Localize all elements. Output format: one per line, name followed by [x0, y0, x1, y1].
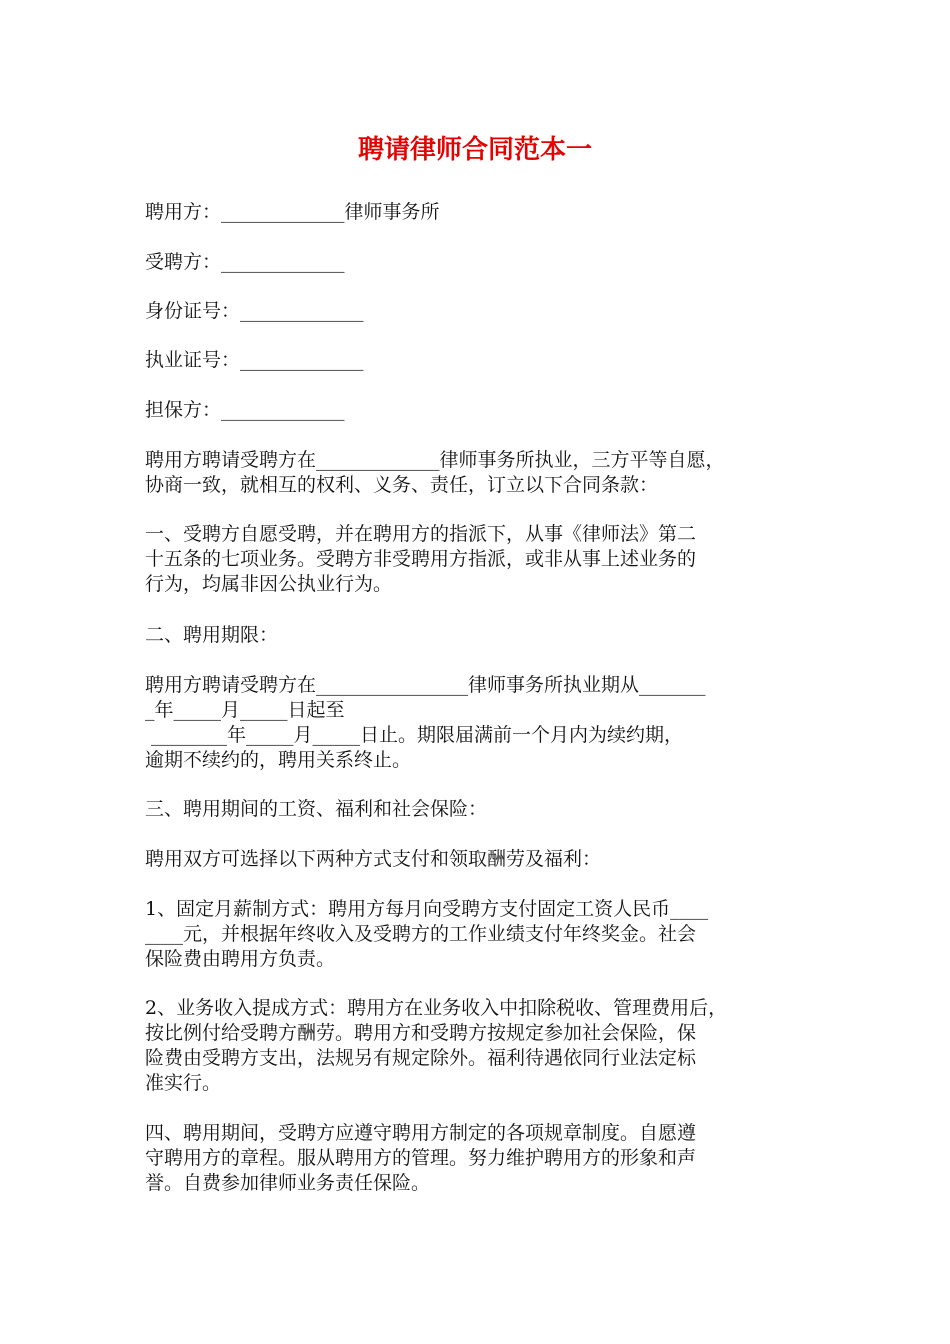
id-number-field: 身份证号：_____________: [145, 300, 364, 322]
clause-one-paragraph: 一、受聘方自愿受聘，并在聘用方的指派下，从事《律师法》第二 十五条的七项业务。受聘方非受聘用方指派，或非从事上述业务的 行为，均属非因公执业行为。: [145, 523, 697, 595]
preamble-paragraph: 聘用方聘请受聘方在_____________律师事务所执业，三方平等自愿， 协商一致，就相互的权利、义务、责任，订立以下合同条款：: [145, 449, 725, 496]
fixed-salary-paragraph: 1、固定月薪制方式：聘用方每月向受聘方支付固定工资人民币____ ____元，并根据年终收入及受聘方的工作业绩支付年终奖金。社会 保险费由聘用方负责。: [145, 898, 709, 970]
employment-term-paragraph: 聘用方聘请受聘方在________________律师事务所执业期从_______ _年_____月_____日起至 ________年_____月_____日止。期限届满前一个月内为续约期， 逾期不续约的，聘用关系终止。: [145, 674, 706, 771]
employee-field: 受聘方：_____________: [145, 251, 345, 273]
commission-paragraph: 2、业务收入提成方式：聘用方在业务收入中扣除税收、管理费用后， 按比例付给受聘方酬劳。聘用方和受聘方按规定参加社会保险，保 险费由受聘方支出，法规另有规定除外。福利待遇依同行业法定标 准实行。: [145, 997, 728, 1094]
guarantor-field: 担保方：_____________: [145, 399, 345, 421]
document-title: 聘请律师合同范本一: [357, 135, 592, 165]
employer-field: 聘用方：_____________律师事务所: [145, 201, 440, 223]
clause-four-paragraph: 四、聘用期间，受聘方应遵守聘用方制定的各项规章制度。自愿遵 守聘用方的章程。服从聘用方的管理。努力维护聘用方的形象和声 誉。自费参加律师业务责任保险。: [145, 1122, 697, 1194]
license-number-field: 执业证号：_____________: [145, 349, 364, 371]
clause-two-heading: 二、聘用期限：: [145, 624, 279, 646]
payment-options-paragraph: 聘用双方可选择以下两种方式支付和领取酬劳及福利：: [145, 848, 602, 870]
clause-three-heading: 三、聘用期间的工资、福利和社会保险：: [145, 798, 488, 820]
